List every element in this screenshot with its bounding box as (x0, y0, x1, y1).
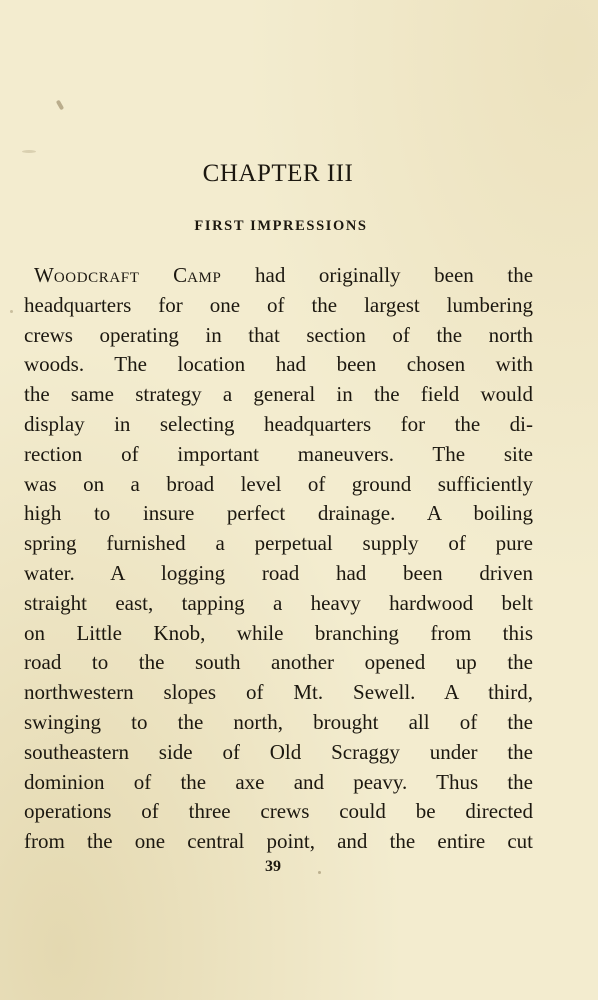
body-paragraph (24, 261, 533, 857)
paragraph-line: display in selecting headquarters for the di- (24, 411, 533, 436)
paragraph-line: southeastern side of Old Scraggy under the (24, 739, 533, 764)
lead-initial-w: W (34, 263, 54, 287)
page-number: 39 (265, 858, 281, 875)
paragraph-line: dominion of the axe and peavy. Thus the (24, 769, 533, 794)
paragraph-line: woods. The location had been chosen with (24, 352, 533, 377)
paragraph-line: was on a broad level of ground sufficiently (24, 471, 533, 496)
lead-small-caps-2: AMP (187, 270, 222, 286)
paragraph-line: headquarters for one of the largest lumbering (24, 292, 533, 317)
paragraph-first-line (24, 261, 533, 291)
first-line-rest: had originally been the (255, 263, 534, 287)
lead-words (34, 263, 221, 287)
paragraph-line: on Little Knob, while branching from this (24, 620, 533, 645)
paper-speck (56, 100, 64, 111)
paragraph-line: rection of important maneuvers. The site (24, 441, 533, 466)
paper-speck (10, 310, 13, 313)
paragraph-line: high to insure perfect drainage. A boiling (24, 501, 533, 526)
paragraph-line: the same strategy a general in the field would (24, 382, 533, 407)
paragraph-line: spring furnished a perpetual supply of pure (24, 531, 533, 556)
paragraph-line: road to the south another opened up the (24, 650, 533, 675)
paper-speck (22, 150, 36, 153)
paragraph-line: crews operating in that section of the north (24, 322, 533, 347)
lead-small-caps-1: OODCRAFT (53, 270, 140, 286)
paragraph-line: operations of three crews could be directed (24, 799, 533, 824)
paragraph-line: from the one central point, and the entire cut (24, 829, 533, 854)
chapter-subheading: FIRST IMPRESSIONS (194, 218, 368, 234)
lead-initial-c: C (173, 263, 188, 287)
chapter-heading: CHAPTER III (202, 160, 354, 187)
paragraph-line: swinging to the north, brought all of the (24, 709, 533, 734)
paragraph-line: straight east, tapping a heavy hardwood belt (24, 590, 533, 615)
paragraph-line: northwestern slopes of Mt. Sewell. A third, (24, 680, 533, 705)
paragraph-line: water. A logging road had been driven (24, 560, 533, 585)
